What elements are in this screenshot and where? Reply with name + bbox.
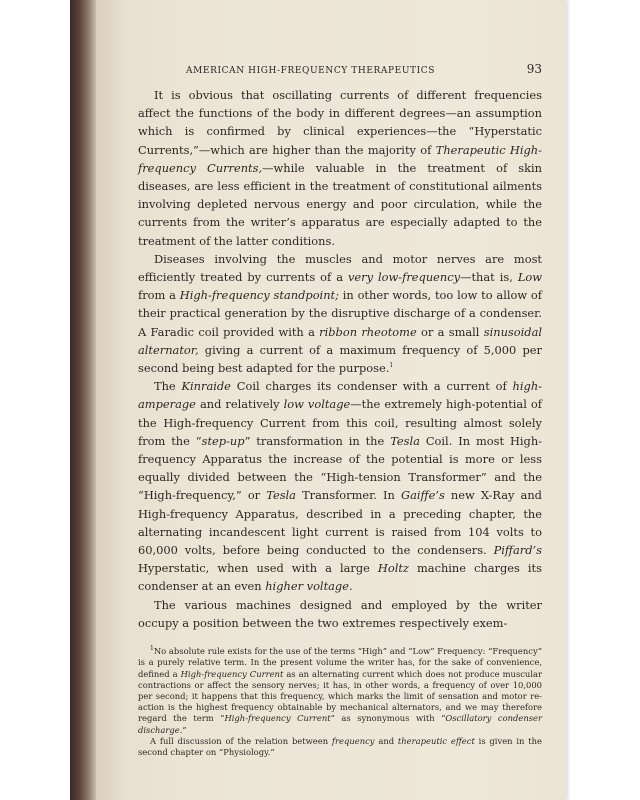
book-page — [96, 0, 566, 800]
paragraph-4 — [138, 596, 542, 632]
text-run: High-frequency Current — [224, 713, 331, 724]
text-run: It is obvious that oscillating currents of different frequencies affect the functions of the body in different degrees—an assumption which is confirmed by clinical experiences—the “Hyperstatic Currents,”—which are higher than the majority of — [138, 88, 542, 157]
text-run: step-up — [201, 433, 245, 448]
text-run: or a small — [416, 324, 484, 339]
page-content — [138, 62, 542, 758]
text-run: Piffard’s — [493, 543, 542, 558]
footnote-marker: 1 — [150, 645, 154, 653]
text-run: very low-frequency — [348, 270, 461, 285]
text-run: frequency — [331, 735, 375, 746]
running-title: AMERICAN HIGH-FREQUENCY THERAPEUTICS — [186, 66, 436, 76]
text-run: ” transformation in the — [244, 433, 391, 448]
body-text — [138, 86, 542, 632]
text-run: The various machines designed and employed by the writer occupy a position between the two extremes respectively exem- — [138, 597, 542, 630]
text-run: Oscillatory condenser discharge. — [138, 713, 542, 735]
footnote-1 — [138, 646, 542, 736]
text-run: Therapeutic High-frequency Currents, — [138, 142, 542, 175]
text-run: as an alternating current which does not produce muscular contractions or affect the sensory nerves; it has, in other words, a frequency of over 10,000 per second; it happens that this frequency, which marks the limit of sensation and motor re-action is the highest frequency obtainable by mechanical alternators, and we may therefore regard the term “ — [138, 668, 542, 724]
text-run: —that is, — [460, 270, 518, 285]
text-run: Hyperstatic, when used with a large — [138, 561, 378, 576]
text-run: Gaiffe’s — [401, 488, 445, 503]
footnotes — [138, 646, 542, 758]
text-run: Coil. In most High-frequency Apparatus the increase of the potential is more or less equally divided between the “High-tension Transformer” and the “High-frequency,” or — [138, 433, 543, 503]
text-run: The — [154, 379, 182, 394]
text-run: —while valuable in the treatment of skin diseases, are less efficient in the treatment of constitutional ailments involving depleted nervous energy and poor circulation, while the currents from the writer’s apparatus are especially adapted to the treatment of the latter conditions. — [138, 160, 543, 248]
text-run: machine charges its condenser at an even — [138, 561, 542, 594]
running-header — [138, 62, 542, 76]
text-run: and relatively — [195, 397, 284, 412]
text-run: Kinraide — [181, 379, 231, 394]
book-binding-shadow — [70, 0, 96, 800]
text-run: No absolute rule exists for the use of the terms “High” and “Low” Frequency: “Frequency” is a purely relative term. In the present volume the writer has, for the sake of convenience, defined a — [138, 646, 542, 679]
text-run: is given in the second chapter on “Physiology.” — [138, 735, 542, 757]
footnote-marker: 1 — [389, 362, 394, 370]
text-run: High-frequency standpoint; — [179, 288, 339, 303]
text-run: High-frequency Current — [180, 668, 284, 679]
text-run: Transformer. In — [295, 488, 401, 503]
text-run: giving a current of a maximum frequency of 5,000 per second being best adapted for the purpose. — [138, 342, 542, 376]
paragraph-1 — [138, 86, 542, 250]
text-run: new X-Ray and High-frequency Apparatus, described in a preceding chapter, the alternating incandescent light current is raised from 104 volts to 60,000 volts, before being conducted to the condensers. — [138, 488, 542, 558]
text-run: Coil charges its condenser with a current of — [230, 379, 513, 394]
text-run: ribbon rheotome — [319, 324, 417, 339]
paragraph-2 — [138, 250, 542, 377]
footnote-separator — [138, 632, 542, 646]
footnote-2 — [138, 736, 542, 758]
text-run: sinusoidal alternator, — [138, 324, 542, 357]
text-run: Tesla — [266, 488, 296, 503]
text-run: high-amperage — [138, 379, 543, 412]
text-run: higher voltage. — [265, 579, 353, 594]
text-run: Diseases involving the muscles and motor nerves are most efficiently treated by currents of a — [138, 251, 542, 285]
text-run: in other words, too low to allow of their practical generation by the disruptive discharge of a condenser. A Faradic coil provided with a — [138, 288, 543, 339]
text-run: Holtz — [377, 561, 409, 576]
text-run: from a — [138, 288, 180, 303]
text-run: ” as synonymous with “ — [330, 713, 446, 724]
text-run: therapeutic effect — [397, 735, 475, 746]
text-run: low voltage — [283, 397, 351, 412]
text-run: Tesla — [390, 433, 420, 448]
page-number: 93 — [526, 62, 542, 76]
text-run: Low — [517, 270, 542, 285]
paragraph-3 — [138, 377, 542, 595]
text-run: A full discussion of the relation between — [150, 735, 332, 746]
text-run: ” — [182, 724, 187, 735]
text-run: and — [374, 735, 398, 746]
text-run: —the extremely high-potential of the High-frequency Current from this coil, resulting almost solely from the “ — [138, 397, 542, 448]
